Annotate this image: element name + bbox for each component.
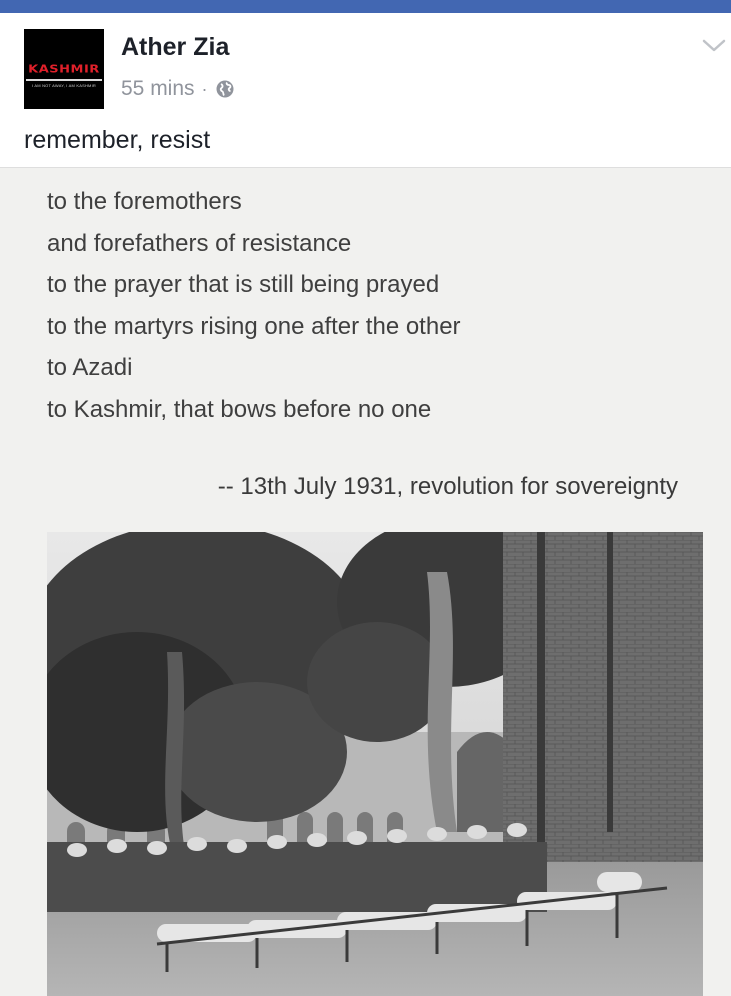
globe-icon[interactable]: [215, 79, 235, 99]
post-meta: [121, 75, 235, 103]
poem-line: to Kashmir, that bows before no one: [47, 395, 432, 423]
post-caption: remember, resist: [24, 126, 211, 154]
avatar-tagline: I AM NOT AWAY, I AM KASHMIR: [31, 83, 96, 88]
post-image[interactable]: [0, 167, 731, 996]
poem-line: to the prayer that is still being prayed: [47, 271, 440, 298]
avatar-logo-underline: [26, 79, 102, 81]
poem-text: [47, 181, 461, 430]
post-timestamp[interactable]: 55 mins: [121, 77, 195, 100]
author-name[interactable]: Ather Zia: [121, 33, 230, 61]
chevron-down-icon[interactable]: [700, 35, 728, 55]
post-header: [0, 13, 731, 167]
poem-line: to the martyrs rising one after the other: [47, 312, 461, 340]
historical-photo: [47, 532, 703, 996]
poem-line: to Azadi: [47, 354, 133, 381]
poem-line: and forefathers of resistance: [47, 229, 352, 257]
app-top-bar: [0, 0, 731, 13]
poem-line: to the foremothers: [47, 188, 242, 215]
meta-separator: ·: [201, 78, 208, 99]
avatar-logo-text: KASHMIR: [28, 63, 100, 76]
avatar[interactable]: [24, 29, 104, 109]
poem-dedication: -- 13th July 1931, revolution for sovereignty: [217, 473, 678, 500]
